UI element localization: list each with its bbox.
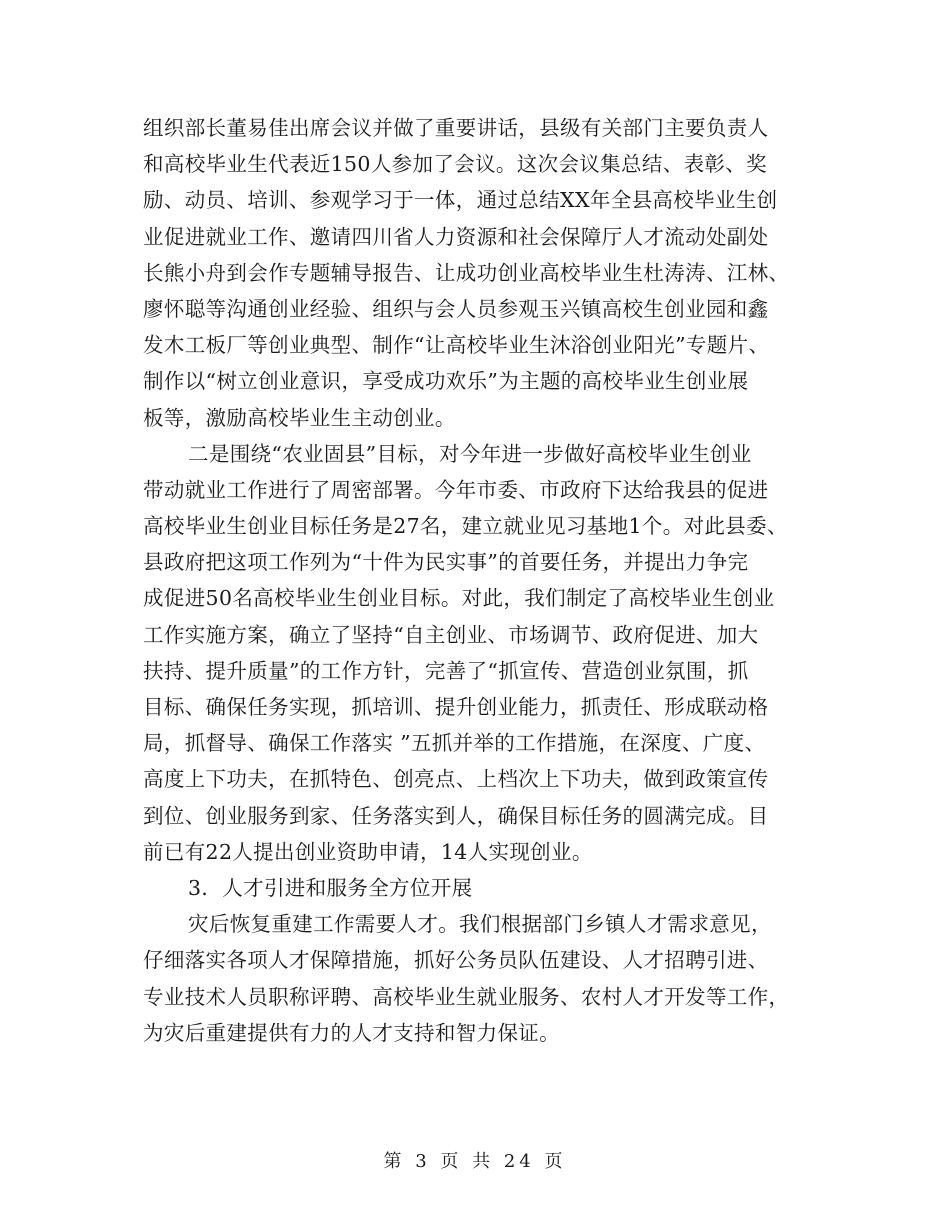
- text-line: 高度上下功夫，在抓特色、创亮点、上档次上下功夫，做到政策宣传: [143, 767, 769, 792]
- text-line: 到位、创业服务到家、任务落实到人，确保目标任务的圆满完成。目: [143, 803, 769, 828]
- text-line: 成促进50名高校毕业生创业目标。对此，我们制定了高校毕业生创业: [143, 586, 775, 611]
- text-line: 工作实施方案，确立了坚持“自主创业、市场调节、政府促进、加大: [143, 622, 759, 647]
- text-line: 和高校毕业生代表近150人参加了会议。这次会议集总结、表彰、奖: [143, 152, 767, 177]
- text-line: 励、动员、培训、参观学习于一体，通过总结XX年全县高校毕业生创: [143, 188, 778, 213]
- text-line: 专业技术人员职称评聘、高校毕业生就业服务、农村人才开发等工作，: [143, 984, 790, 1009]
- text-line: 业促进就业工作、邀请四川省人力资源和社会保障厅人才流动处副处: [143, 224, 769, 249]
- page-number-footer: 第 3 页 共 24 页: [383, 1151, 567, 1172]
- text-line: 板等，激励高校毕业生主动创业。: [143, 405, 456, 430]
- text-line: 二是围绕“农业固县”目标，对今年进一步做好高校毕业生创业: [188, 441, 752, 466]
- text-line: 前已有22人提出创业资助申请，14人实现创业。: [143, 839, 593, 864]
- text-line: 长熊小舟到会作专题辅导报告、让成功创业高校毕业生杜涛涛、江林、: [143, 260, 790, 285]
- document-body: [143, 110, 833, 1051]
- text-line: 灾后恢复重建工作需要人才。我们根据部门乡镇人才需求意见，: [188, 912, 772, 937]
- text-line: 仔细落实各项人才保障措施，抓好公务员队伍建设、人才招聘引进、: [143, 948, 769, 973]
- text-line: 局，抓督导、确保工作落实 ”五抓并举的工作措施，在深度、广度、: [143, 731, 766, 756]
- text-line: 县政府把这项工作列为“十件为民实事”的首要任务，并提出力争完: [143, 550, 749, 575]
- text-line: 组织部长董易佳出席会议并做了重要讲话，县级有关部门主要负责人: [143, 116, 769, 140]
- text-line: 发木工板厂等创业典型、制作“让高校毕业生沐浴创业阳光”专题片、: [143, 333, 770, 358]
- text-line: 目标、确保任务实现，抓培训、提升创业能力，抓责任、形成联动格: [143, 695, 769, 719]
- text-line: 制作以“树立创业意识，享受成功欢乐”为主题的高校毕业生创业展: [143, 369, 749, 394]
- text-line: 3．人才引进和服务全方位开展: [188, 875, 473, 900]
- text-line: 为灾后重建提供有力的人才支持和智力保证。: [143, 1020, 560, 1045]
- text-line: 带动就业工作进行了周密部署。今年市委、市政府下达给我县的促进: [143, 477, 769, 502]
- text-line: 高校毕业生创业目标任务是27名，建立就业见习基地1个。对此县委、: [143, 514, 788, 539]
- text-line: 扶持、提升质量”的工作方针，完善了“抓宣传、营造创业氛围，抓: [143, 658, 749, 683]
- text-line: 廖怀聪等沟通创业经验、组织与会人员参观玉兴镇高校生创业园和鑫: [143, 296, 769, 321]
